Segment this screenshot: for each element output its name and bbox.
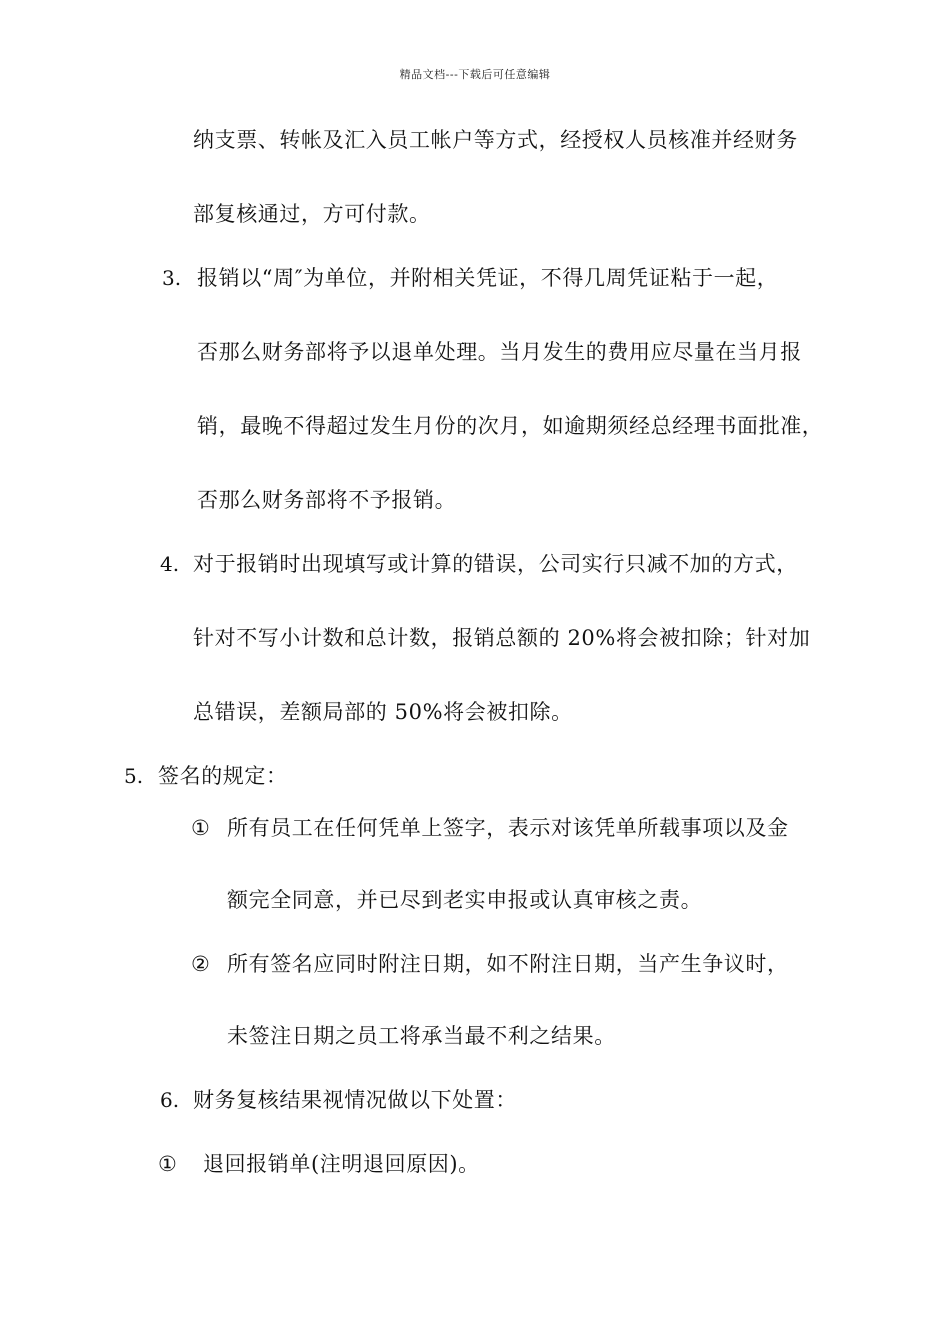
paragraph-line: 销，最晚不得超过发生月份的次月，如逾期须经总经理书面批准， bbox=[197, 414, 824, 438]
paragraph-line: 对于报销时出现填写或计算的错误，公司实行只减不加的方式， bbox=[193, 552, 798, 576]
page-header: 精品文档---下载后可任意编辑 bbox=[399, 68, 551, 81]
paragraph-line: 退回报销单(注明退回原因)。 bbox=[203, 1152, 480, 1176]
paragraph-line: 否那么财务部将予以退单处理。当月发生的费用应尽量在当月报 bbox=[197, 340, 802, 364]
paragraph-line: 纳支票、转帐及汇入员工帐户等方式，经授权人员核准并经财务 bbox=[193, 128, 798, 152]
list-number: 4. bbox=[160, 552, 180, 576]
paragraph-line: 针对不写小计数和总计数，报销总额的 20%将会被扣除；针对加 bbox=[193, 626, 811, 650]
sub-item-marker: ② bbox=[191, 952, 211, 976]
section-title: 财务复核结果视情况做以下处置： bbox=[193, 1088, 517, 1112]
paragraph-line: 所有员工在任何凭单上签字，表示对该凭单所载事项以及金 bbox=[227, 816, 789, 840]
paragraph-line: 未签注日期之员工将承当最不利之结果。 bbox=[227, 1024, 616, 1048]
paragraph-line: 总错误，差额局部的 50%将会被扣除。 bbox=[193, 700, 573, 724]
list-number: 3. bbox=[162, 266, 182, 290]
sub-item-marker: ① bbox=[191, 816, 211, 840]
list-number: 5. bbox=[124, 764, 144, 788]
list-number: 6. bbox=[160, 1088, 180, 1112]
sub-item-marker: ① bbox=[158, 1152, 178, 1176]
paragraph-line: 所有签名应同时附注日期，如不附注日期，当产生争议时， bbox=[227, 952, 789, 976]
paragraph-line: 否那么财务部将不予报销。 bbox=[197, 488, 457, 512]
paragraph-line: 报销以“周″为单位，并附相关凭证，不得几周凭证粘于一起， bbox=[197, 266, 779, 290]
section-title: 签名的规定： bbox=[158, 764, 288, 788]
paragraph-line: 额完全同意，并已尽到老实申报或认真审核之责。 bbox=[227, 888, 703, 912]
paragraph-line: 部复核通过，方可付款。 bbox=[193, 202, 431, 226]
